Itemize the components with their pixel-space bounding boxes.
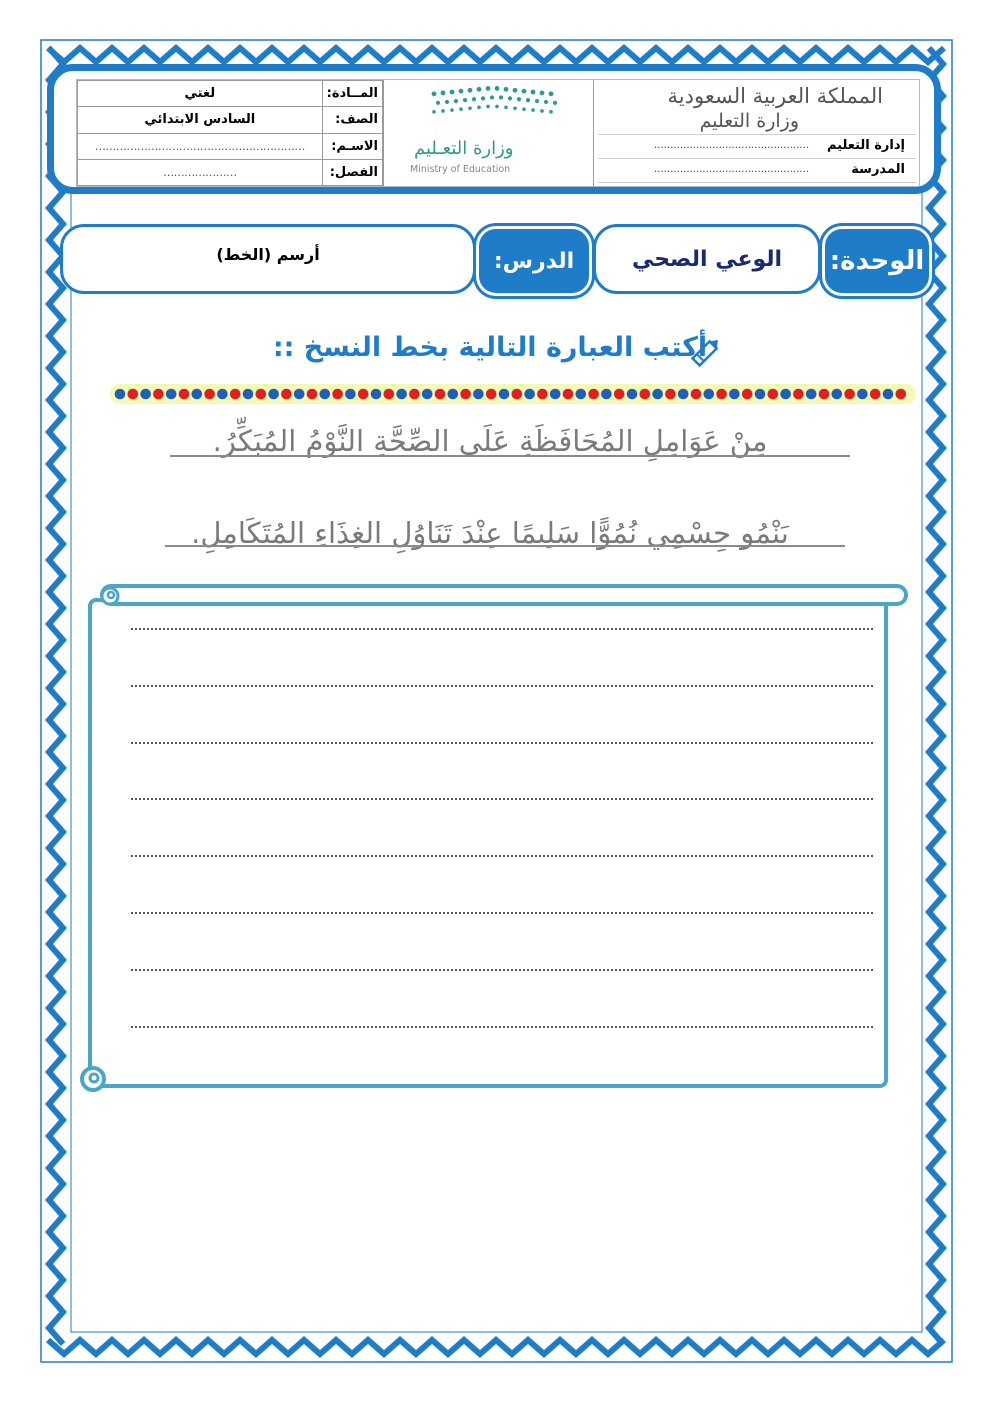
admin-label: إدارة التعليم: [826, 138, 905, 153]
divider: [598, 158, 916, 159]
ministry-logo: [383, 80, 594, 186]
subject-label: المــادة:: [322, 81, 382, 107]
writing-line[interactable]: [131, 798, 873, 800]
divider: [598, 134, 916, 135]
header-inner: [76, 79, 920, 187]
grade-value: السادس الابتدائي: [78, 107, 323, 133]
writing-line[interactable]: [131, 855, 873, 857]
writing-line[interactable]: [131, 1026, 873, 1028]
ministry-logo-dots-icon: [384, 80, 595, 140]
kingdom-title: المملكة العربية السعودية: [667, 84, 883, 108]
school-label: المدرسة: [851, 162, 905, 177]
sentence-baseline: [165, 545, 845, 547]
writing-area[interactable]: [88, 598, 888, 1088]
unit-value: الوعي الصحي: [593, 224, 821, 294]
ministry-title: وزارة التعليم: [699, 110, 799, 132]
name-field[interactable]: ……………………………………………………: [78, 133, 323, 159]
school-info: [594, 80, 919, 186]
sentence-baseline: [170, 455, 850, 457]
writing-line[interactable]: [131, 912, 873, 914]
scroll-curl-icon: [78, 1064, 108, 1094]
class-field[interactable]: …………………: [78, 159, 323, 185]
student-info-table: [77, 80, 383, 186]
admin-field[interactable]: …………………………………………: [653, 140, 809, 151]
writing-line[interactable]: [131, 685, 873, 687]
lesson-label: الدرس:: [476, 226, 592, 296]
writing-line[interactable]: [131, 969, 873, 971]
writing-line[interactable]: [131, 742, 873, 744]
class-label: الفصل:: [322, 159, 382, 185]
writing-line[interactable]: [131, 628, 873, 630]
grade-label: الصف:: [322, 107, 382, 133]
subject-value: لغتي: [78, 81, 323, 107]
logo-english-text: Ministry of Education: [410, 164, 511, 175]
copy-sentence-1: مِنْ عَوَامِلِ المُحَافَظَةِ عَلَى الصِّحَّةِ النَّوْمُ المُبَكِّرُ.: [212, 424, 768, 458]
scroll-top-roll: [100, 584, 908, 606]
instruction-title: أكتب العبارة التالية بخط النسخ ::: [272, 332, 708, 363]
dotted-ornament: [108, 381, 918, 407]
header: [47, 64, 941, 194]
unit-label: الوحدة:: [822, 226, 932, 296]
lesson-value: أرسم (الخط): [60, 224, 476, 294]
name-label: الاسـم:: [322, 133, 382, 159]
copy-sentence-2: يَنْمُو جِسْمِي نُمُوًّا سَلِيمًا عِنْدَ تَنَاوُلِ الغِذَاءِ المُتَكَامِلِ.: [191, 516, 789, 550]
scroll-curl-icon: [98, 584, 122, 608]
divider: [598, 182, 916, 183]
logo-arabic-text: وزارة التعـليم: [414, 138, 514, 159]
school-field[interactable]: …………………………………………: [653, 164, 809, 175]
